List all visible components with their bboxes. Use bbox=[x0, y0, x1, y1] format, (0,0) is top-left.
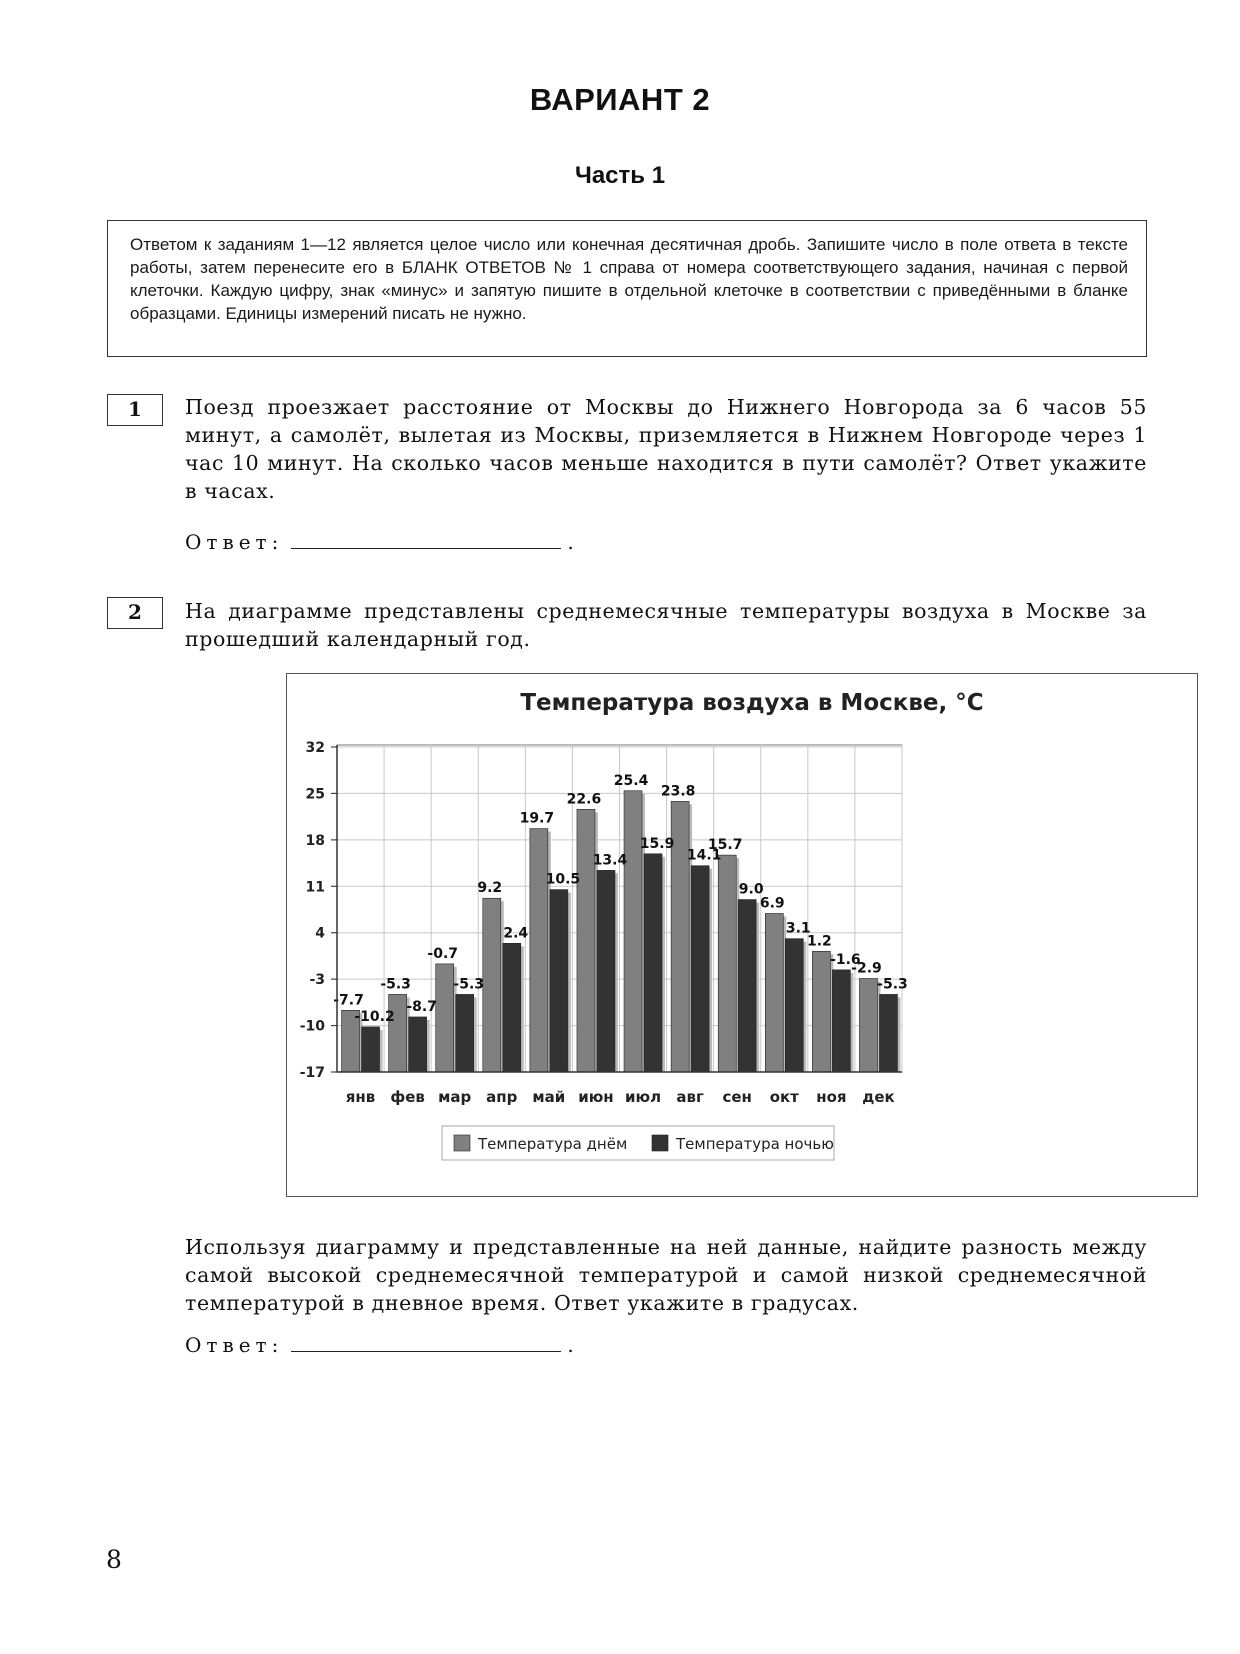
y-tick-label: 11 bbox=[305, 879, 325, 896]
task-1-number: 1 bbox=[107, 394, 163, 426]
x-tick-label: июл bbox=[624, 1088, 662, 1106]
task-2-answer-field[interactable] bbox=[291, 1333, 561, 1352]
x-tick-label: май bbox=[532, 1088, 566, 1106]
y-tick-label: -10 bbox=[299, 1018, 325, 1035]
data-label-night: 3.1 bbox=[785, 920, 811, 937]
data-label-night: -5.3 bbox=[453, 976, 485, 993]
data-label-day: 23.8 bbox=[660, 783, 696, 800]
bar-night bbox=[409, 1017, 427, 1072]
data-label-night: 9.0 bbox=[738, 881, 764, 898]
y-tick-label: 4 bbox=[315, 925, 325, 942]
bar-night bbox=[738, 900, 756, 1072]
x-tick-label: фев bbox=[390, 1088, 425, 1106]
data-label-day: 25.4 bbox=[613, 772, 649, 789]
bar-day bbox=[389, 994, 407, 1072]
instructions-box: Ответом к заданиям 1—12 является целое число или конечная десятичная дробь. Запишите число в поле ответа в тексте работы, затем перенесите его в БЛАНК ОТВЕТОВ № 1 справа от номера соответствующего задания, начиная с первой клеточки. Каждую цифру, знак «минус» и запятую пишите в отдельной клеточке в соответствии с приведёнными в бланке образцами. Единицы измерений писать не нужно. bbox=[107, 220, 1147, 357]
bar-day bbox=[812, 951, 830, 1072]
x-tick-label: апр bbox=[486, 1088, 518, 1106]
answer-label: Ответ: bbox=[185, 530, 284, 554]
task-1-answer-field[interactable] bbox=[291, 530, 561, 549]
bar-night bbox=[785, 939, 803, 1072]
x-tick-label: окт bbox=[769, 1088, 799, 1106]
data-label-day: 22.6 bbox=[566, 791, 602, 808]
bar-night bbox=[644, 854, 662, 1072]
data-label-day: -2.9 bbox=[851, 960, 882, 977]
bar-night bbox=[503, 943, 521, 1072]
data-label-night: 13.4 bbox=[592, 852, 628, 869]
y-tick-label: -3 bbox=[309, 972, 325, 989]
answer-label: Ответ: bbox=[185, 1333, 284, 1357]
data-label-night: -8.7 bbox=[406, 998, 437, 1015]
x-tick-label: дек bbox=[862, 1088, 895, 1106]
chart-legend bbox=[442, 1126, 834, 1160]
task-1-text: Поезд проезжает расстояние от Москвы до Нижнего Новгорода за 6 часов 55 минут, а самолёт, вылетая из Москвы, приземляется в Нижнем Новгороде через 1 час 10 минут. На сколько часов меньше находится в пути самолёт? Ответ укажите в часах. bbox=[185, 395, 1147, 503]
bar-day bbox=[483, 898, 501, 1072]
data-label-night: 10.5 bbox=[545, 871, 581, 888]
x-tick-label: янв bbox=[345, 1088, 376, 1106]
data-label-day: -0.7 bbox=[427, 945, 459, 962]
y-tick-label: -17 bbox=[299, 1065, 325, 1081]
bar-night bbox=[550, 890, 568, 1072]
chart-svg bbox=[287, 674, 1196, 1195]
data-label-day: 15.7 bbox=[707, 837, 743, 854]
data-label-day: 9.2 bbox=[477, 880, 503, 897]
data-label-night: -1.6 bbox=[830, 951, 861, 968]
variant-title: ВАРИАНТ 2 bbox=[529, 82, 711, 117]
y-tick-label: 18 bbox=[305, 832, 325, 849]
data-label-day: 6.9 bbox=[759, 895, 785, 912]
y-tick-label: 32 bbox=[305, 740, 325, 756]
data-label-day: 19.7 bbox=[519, 810, 555, 827]
bar-day bbox=[624, 791, 642, 1072]
bar-day bbox=[859, 978, 877, 1072]
task-2-text: На диаграмме представлены среднемесячные температуры воздуха в Москве за прошедший календарный год. bbox=[185, 599, 1147, 651]
bar-day bbox=[577, 809, 595, 1072]
answer-end: . bbox=[567, 530, 579, 554]
bar-day bbox=[765, 913, 783, 1072]
x-tick-label: июн bbox=[578, 1088, 614, 1106]
legend-swatch-night bbox=[652, 1135, 668, 1151]
task-2-question: Используя диаграмму и представленные на ней данные, найдите разность между самой высокой среднемесячной температурой и самой низкой среднемесячной температурой в дневное время. Ответ укажите в градусах. bbox=[185, 1235, 1147, 1315]
data-label-night: 14.1 bbox=[686, 847, 722, 864]
data-label-day: 1.2 bbox=[806, 933, 832, 950]
bar-night bbox=[456, 994, 474, 1072]
bar-day bbox=[530, 829, 548, 1072]
legend-swatch-day bbox=[454, 1135, 470, 1151]
bar-night bbox=[879, 994, 897, 1072]
x-tick-label: авг bbox=[676, 1088, 704, 1106]
task-1-answer bbox=[185, 530, 579, 554]
bar-night bbox=[691, 866, 709, 1072]
task-2-answer bbox=[185, 1333, 579, 1357]
data-label-day: -5.3 bbox=[380, 976, 411, 993]
bar-day bbox=[436, 964, 454, 1072]
page-number: 8 bbox=[106, 1545, 122, 1574]
bar-night bbox=[597, 870, 615, 1072]
chart-title: Температура воздуха в Москве, °C bbox=[520, 690, 984, 716]
data-label-day: -7.7 bbox=[333, 992, 364, 1009]
y-tick-label: 25 bbox=[305, 786, 325, 803]
data-label-night: -10.2 bbox=[354, 1008, 395, 1025]
data-label-night: 15.9 bbox=[639, 835, 675, 852]
answer-end: . bbox=[567, 1333, 579, 1357]
bar-day bbox=[718, 855, 736, 1072]
temperature-chart bbox=[286, 673, 1198, 1197]
x-tick-label: мар bbox=[438, 1088, 472, 1106]
bar-night bbox=[362, 1027, 380, 1072]
part-title: Часть 1 bbox=[574, 162, 666, 189]
data-label-night: -5.3 bbox=[877, 976, 908, 993]
task-2-number: 2 bbox=[107, 597, 163, 629]
legend-label-night: Температура ночью bbox=[676, 1135, 834, 1153]
x-tick-label: ноя bbox=[816, 1088, 847, 1106]
bar-night bbox=[832, 970, 850, 1072]
x-tick-label: сен bbox=[722, 1088, 752, 1106]
data-label-night: 2.4 bbox=[503, 925, 529, 942]
legend-label-day: Температура днём bbox=[478, 1135, 628, 1153]
